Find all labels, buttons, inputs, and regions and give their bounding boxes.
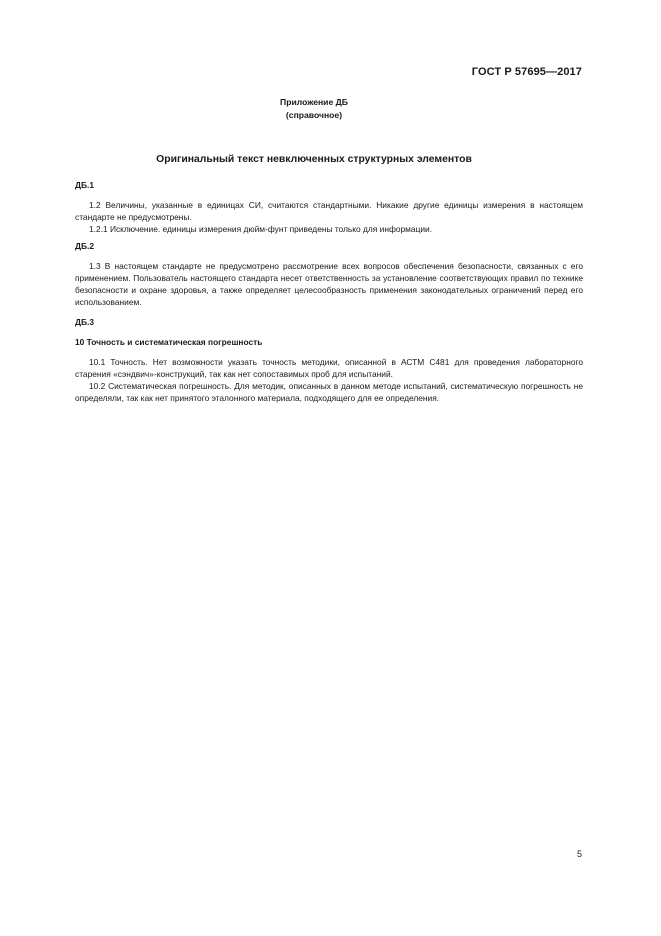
- paragraph-text: 1.2 Величины, указанные в единицах СИ, считаются стандартными. Никакие другие единицы измерения в настоящем стандарте не предусмотрены.: [75, 200, 583, 222]
- paragraph-1-2: [75, 199, 583, 223]
- paragraph-10-2: [75, 380, 583, 404]
- appendix-title: Приложение ДБ: [280, 97, 348, 107]
- appendix-status: (справочное): [285, 110, 343, 120]
- document-code: ГОСТ Р 57695—2017: [471, 66, 582, 78]
- page-number: 5: [576, 849, 582, 859]
- paragraph-1-2-1: [75, 223, 583, 235]
- paragraph-text: 10.1 Точность. Нет возможности указать точность методики, описанной в АСТМ С481 для проведения лабораторного старения «сэндвич»-конструкций, так как нет сопоставимых проб для испытаний.: [75, 357, 583, 379]
- page-title: Оригинальный текст невключенных структурных элементов: [156, 154, 472, 165]
- paragraph-text: 1.2.1 Исключение. единицы измерения дюйм-фунт приведены только для информации.: [89, 224, 433, 234]
- paragraph-1-3: [75, 260, 583, 308]
- appendix-label: [0, 96, 628, 122]
- section-heading-db1: ДБ.1: [75, 180, 94, 190]
- document-body: [75, 179, 583, 404]
- paragraph-text: 1.3 В настоящем стандарте не предусмотрено рассмотрение всех вопросов обеспечения безопасности, связанных с его применением. Пользователь настоящего стандарта несет ответственность за установление соответствующих правил по технике безопасности и охране здоровья, а также определяет целесообразность применения законодательных ограничений перед его использованием.: [75, 261, 583, 307]
- paragraph-10-1: [75, 356, 583, 380]
- section-heading-db2: ДБ.2: [75, 241, 94, 251]
- subsection-heading-10: 10 Точность и систематическая погрешность: [75, 337, 263, 347]
- paragraph-text: 10.2 Систематическая погрешность. Для методик, описанных в данном методе испытаний, систематическую погрешность не определяли, так как нет принятого эталонного материала, подходящего для ее определения.: [75, 381, 583, 403]
- section-heading-db3: ДБ.3: [75, 317, 94, 327]
